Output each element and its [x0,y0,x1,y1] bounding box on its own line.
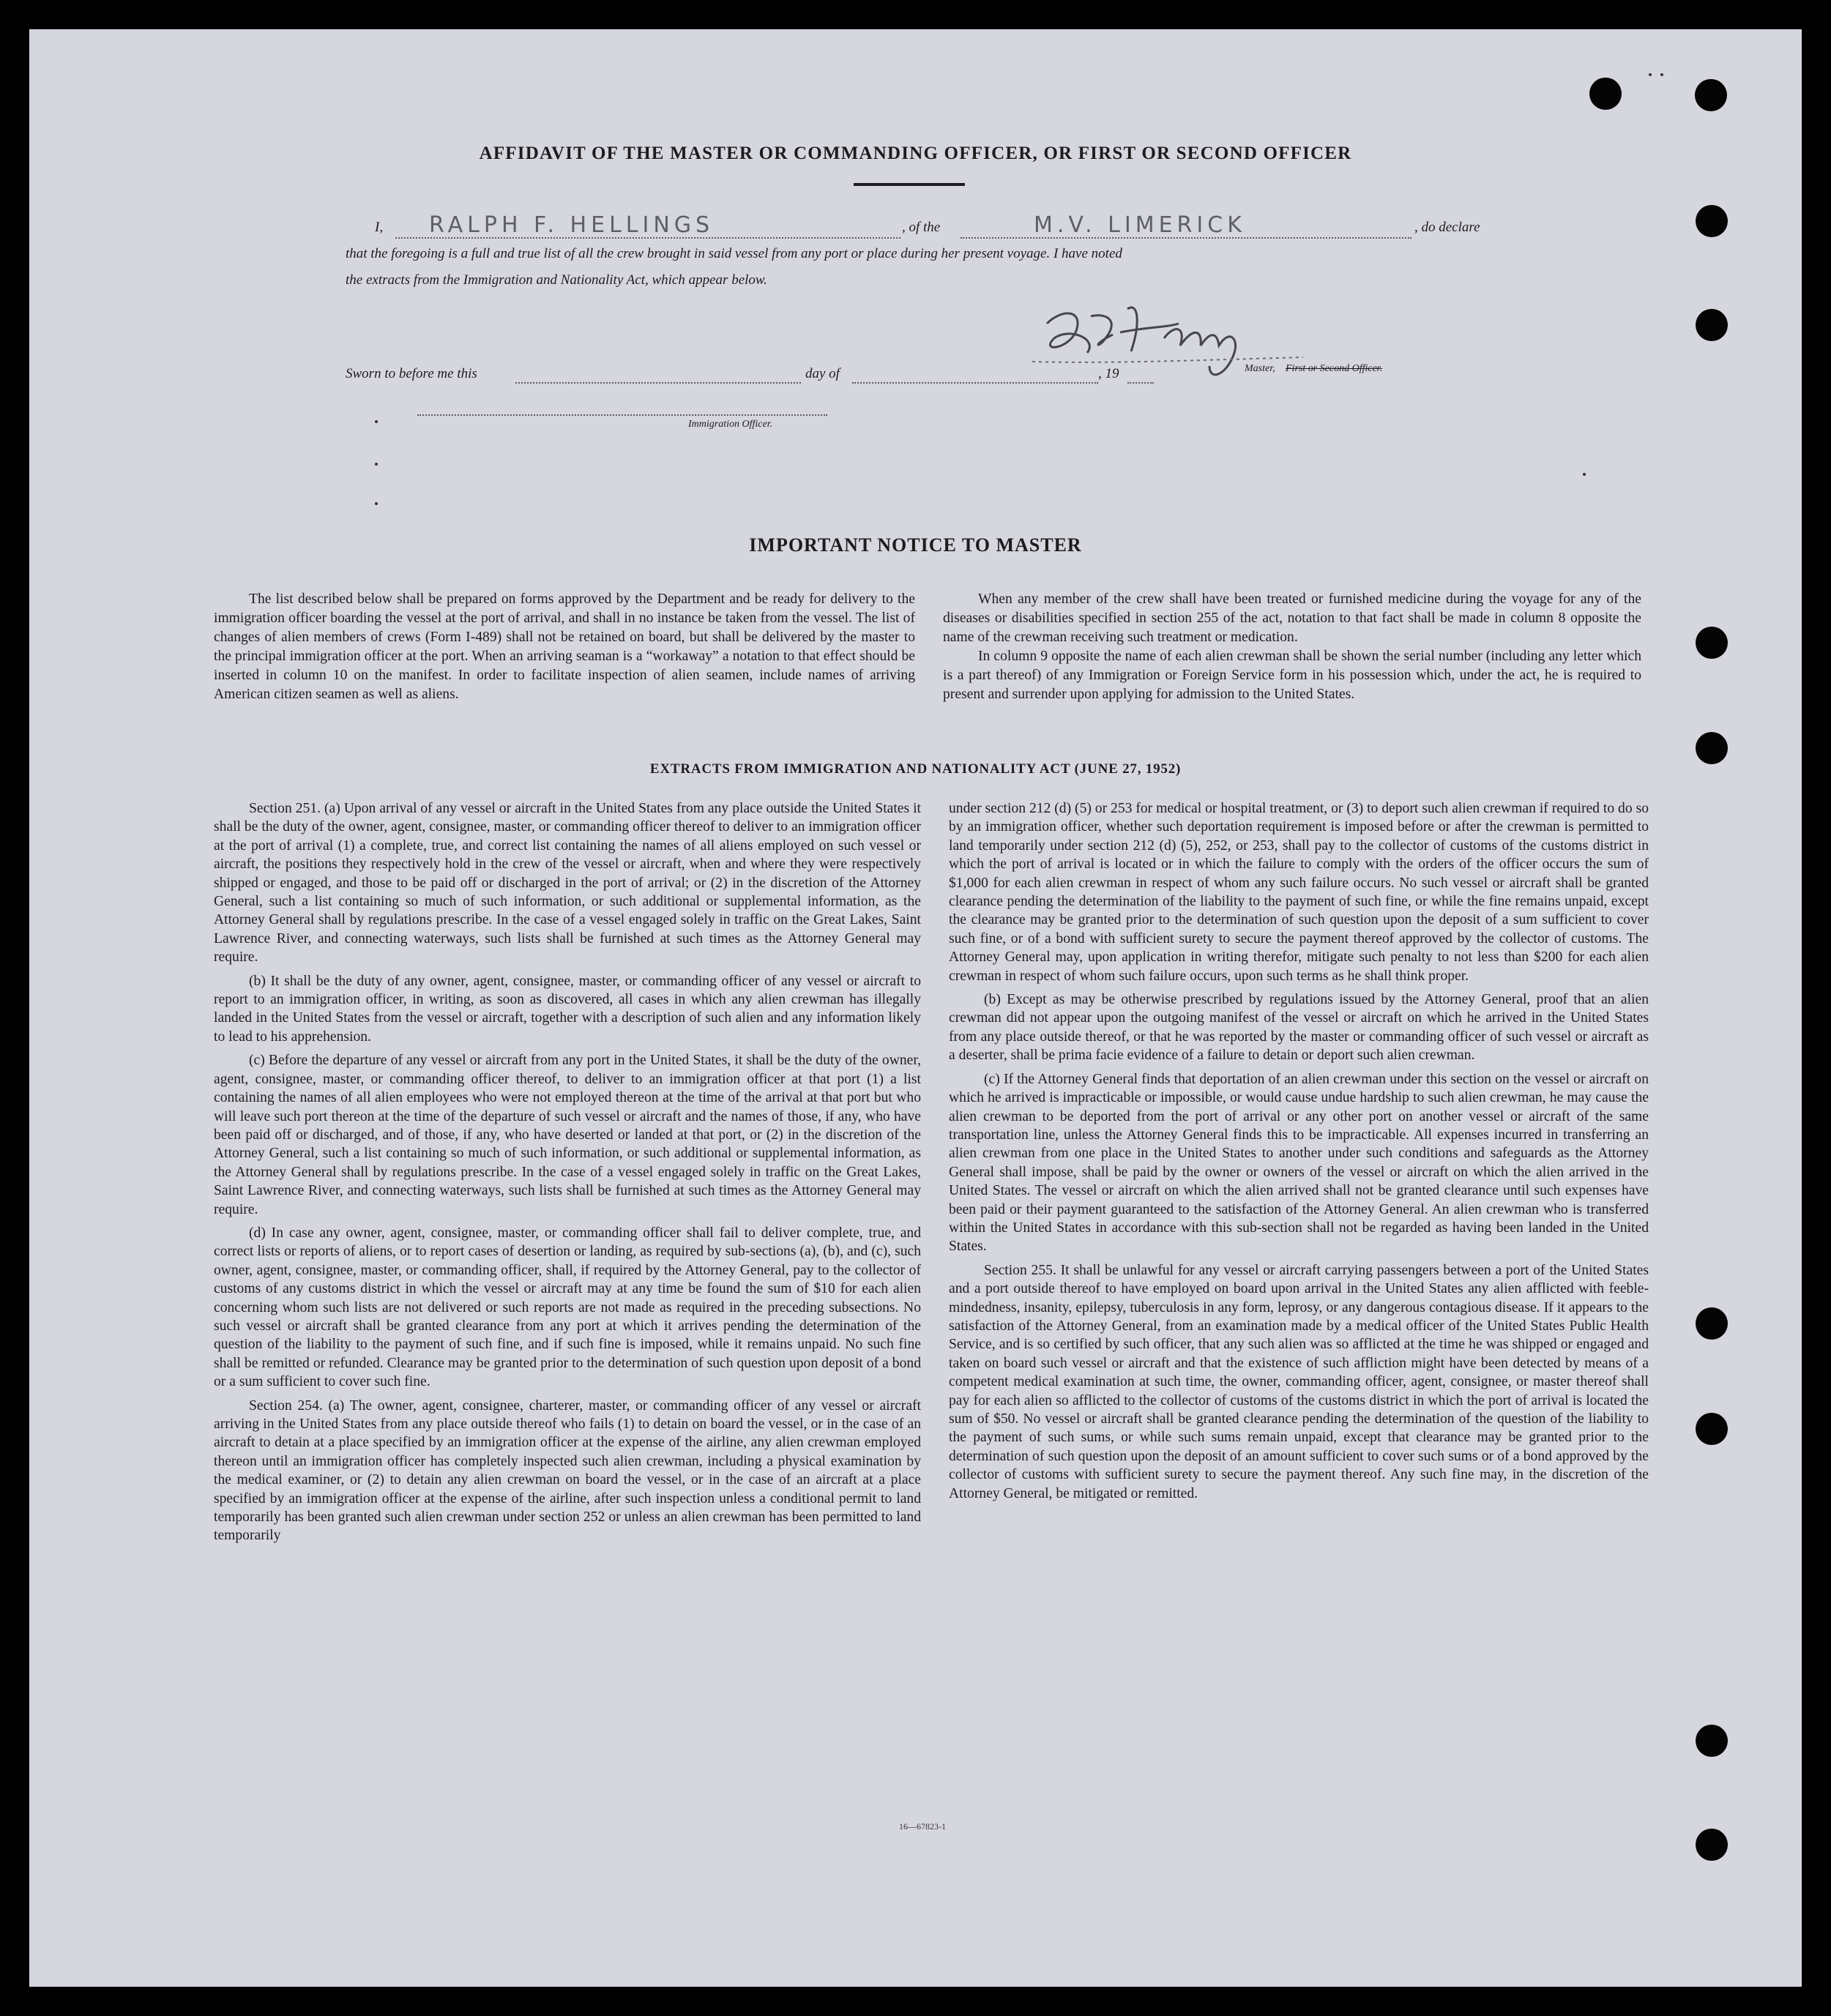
notice-title: IMPORTANT NOTICE TO MASTER [749,534,1082,556]
binder-hole [1696,205,1728,237]
speck [375,420,378,423]
section-paragraph: under section 212 (d) (5) or 253 for medical or hospital treatment, or (3) to deport such alien crewman if required to do so by an immigration officer, whether such deportation requirement is imposed before or after the crewman is permitted to land temporarily under section 212 (d) (5), 252, or 253, shall pay to the collector of customs of the customs district in which the port of arrival is located or in which the failure to comply with the orders of the officer occurs the sum of $1,000 for each alien crewman in respect of whom any such failure occurs. No such vessel or aircraft shall be granted clearance pending the determination of the liability to the payment of such fine, or while the fine remains unpaid, except the clearance may be granted prior to the determination of such question upon the deposit of a sum sufficient to cover such fine, or of a bond with sufficient surety to secure the payment thereof approved by the collector of customs. The Attorney General may, upon application in writing therefor, mitigate such penalty to not less than $200 for each alien crewman in respect of whom such failure occurs, upon such terms as he shall think proper. [949,801,1649,984]
title-rule [854,183,965,186]
binder-hole [1696,1413,1728,1445]
notice-paragraph: The list described below shall be prepared on forms approved by the Department and be ready for delivery to the immigration officer boarding the vessel at the port of arrival, and shall in no instance be taken from the vessel. The list of changes of alien members of crews (Form I-489) shall not be retained on board, but shall be delivered by the master to the principal immigration officer at the port. When an arriving seaman is a “workaway” a notation to that effect should be inserted in column 10 on the manifest. In order to facilitate inspection of alien seamen, include names of arriving American citizen seamen as well as aliens. [214,591,915,702]
sworn-month-line [852,382,1098,384]
binder-hole [1696,309,1728,341]
binder-hole [1695,79,1727,111]
of-the-label: , of the [902,220,941,235]
do-declare-label: , do declare [1414,220,1480,235]
section-paragraph: Section 251. (a) Upon arrival of any vessel or aircraft in the United States from any place outside the United States it shall be the duty of the owner, agent, consignee, master, or commanding officer thereof to deliver to an immigration officer at the port of arrival (1) a complete, true, and correct list containing the names of all aliens employed on such vessel or aircraft, the positions they respectively hold in the crew of the vessel or aircraft, when and where they were respectively shipped or engaged, and those to be paid off or discharged in the port of arrival; or (2) in the discretion of the Attorney General, such a list containing so much of such information, or such additional or supplemental information, as the Attorney General shall by regulations prescribe. In the case of a vessel engaged solely in traffic on the Great Lakes, Saint Lawrence River, and connecting waterways, such lists shall be furnished at such times as the Attorney General may require. [214,801,921,966]
declaration-line: the extracts from the Immigration and Nationality Act, which appear below. [346,272,767,288]
sworn-label: Sworn to before me this [346,366,477,381]
immigration-officer-label: Immigration Officer. [688,419,773,430]
binder-hole [1696,1307,1728,1340]
notice-paragraph: When any member of the crew shall have been treated or furnished medicine during the voyage for any of the diseases or disabilities specified in section 255 of the act, notation to that fact shall be made in column 8 opposite the name of the crewman receiving such treatment or medication. [943,591,1641,645]
section-paragraph: (d) In case any owner, agent, consignee, master, or commanding officer shall fail to deliver complete, true, and correct lists or reports of aliens, or to report cases of desertion or landing, as required by sub-sections (a), (b), and (c), such owner, agent, consignee, master, or commanding officer, shall, if required by the Attorney General, pay to the collector of customs of any customs district in which the vessel or aircraft may at any time be found the sum of $10 for each alien concerning whom such lists are not delivered or such reports are not made as required in the preceding subsections. No such vessel or aircraft shall be granted clearance from any port at which it arrives pending the determination of the question of the liability to the payment of such fine, and if such fine is imposed, while it remains unpaid. No such fine shall be remitted or refunded. Clearance may be granted prior to the determination of such question upon deposit of a bond or a sum sufficient to cover such fine. [214,1225,921,1390]
notice-left-column [214,590,915,709]
notice-right-column [943,590,1641,709]
sworn-day-line [515,382,801,384]
speck [1649,73,1652,76]
extracts-left-column [214,799,921,1550]
master-label: Master, [1245,363,1275,374]
binder-hole [1696,732,1728,764]
i-label: I, [375,220,384,235]
struck-officer-label: First or Second Officer. [1286,363,1383,374]
speck [1583,473,1586,476]
binder-hole [1696,1725,1728,1757]
declarant-name: RALPH F. HELLINGS [429,212,715,238]
year-label: , 19 [1098,366,1119,381]
year-line [1127,382,1154,384]
binder-hole [1696,1829,1728,1861]
master-signature [1018,294,1310,404]
document-page [29,29,1802,1987]
binder-hole [1589,78,1622,110]
vessel-name: M.V. LIMERICK [1034,212,1246,238]
binder-hole [1696,627,1728,659]
immigration-officer-line [417,414,827,416]
notice-paragraph: In column 9 opposite the name of each alien crewman shall be shown the serial number (including any letter which is a part thereof) of any Immigration or Foreign Service form in his possession which, under the act, he is required to present and surrender upon applying for admission to the United States. [943,649,1641,702]
extracts-right-column [949,799,1649,1508]
affidavit-title: AFFIDAVIT OF THE MASTER OR COMMANDING OFFICER, OR FIRST OR SECOND OFFICER [479,143,1352,163]
extracts-title: EXTRACTS FROM IMMIGRATION AND NATIONALITY ACT (JUNE 27, 1952) [649,761,1182,777]
section-paragraph: Section 254. (a) The owner, agent, consignee, charterer, master, or commanding officer of any vessel or aircraft arriving in the United States from any place outside thereof who fails (1) to detain on board the vessel, or in the case of an aircraft to detain at a place specified by an immigration officer at the expense of the airline, any alien crewman employed thereon until an immigration officer has completely inspected such alien crewman, including a physical examination by the medical examiner, or (2) to detain any alien crewman on board the vessel, or in the case of an aircraft at a place specified by an immigration officer at the expense of the airline, after such inspection unless a conditional permit to land temporarily has been granted such alien crewman under section 252 or unless an alien crewman has been permitted to land temporarily [214,1397,921,1544]
section-paragraph: (c) If the Attorney General finds that deportation of an alien crewman under this section on the vessel or aircraft on which he arrived is impracticable or impossible, or would cause undue hardship to such alien crewman, he may cause the alien crewman to be deported from the port of arrival or any other port on another vessel or aircraft of the same transportation line, unless the Attorney General finds this to be impracticable. All expenses incurred in transferring an alien crewman from one place in the United States to another under such conditions and safeguards as the Attorney General shall impose, shall be paid by the owner or owners of the vessel or aircraft on which the alien arrived in the United States. The vessel or aircraft on which the alien arrived shall not be granted clearance until such expenses have been paid or their payment guaranteed to the satisfaction of the Attorney General. An alien crewman who is transferred within the United States in accordance with this sub-section shall not be regarded as having been landed in the United States. [949,1071,1649,1255]
speck [375,502,378,505]
declaration-line: that the foregoing is a full and true list of all the crew brought in said vessel from any port or place during her present voyage. I have noted [346,246,1122,261]
section-paragraph: Section 255. It shall be unlawful for any vessel or aircraft carrying passengers between a port of the United States and a port outside thereof to have employed on board upon arrival in the United States any alien afflicted with feeble-mindedness, insanity, epilepsy, tuberculosis in any form, leprosy, or any dangerous contagious disease. If it appears to the satisfaction of the Attorney General, from an examination made by a medical officer of the United States Public Health Service, and is so certified by such officer, that any such alien was so afflicted at the time he was shipped or engaged and taken on board such vessel or aircraft and that the existence of such affliction might have been detected by means of a competent medical examination at such time, the owner, commanding officer, agent, consignee, or master thereof shall pay for each alien so afflicted to the collector of customs of the customs district in which the port of arrival is located the sum of $50. No vessel or aircraft shall be granted clearance pending the determination of the question of the liability to the payment of such sums, or while such sums remain unpaid, except that clearance may be granted prior to the determination of such question upon the deposit of an amount sufficient to cover such sums or of a bond approved by the collector of customs with sufficient surety to secure the payment thereof. Any such fine may, in the discretion of the Attorney General, be mitigated or remitted. [949,1262,1649,1501]
section-paragraph: (c) Before the departure of any vessel or aircraft from any port in the United States, it shall be the duty of the owner, agent, consignee, master, or commanding officer thereof, to deliver to an immigration officer at that port (1) a list containing the names of all alien employees who were not employed thereon at the time of the arrival at that port but who will leave such port thereon at the time of the departure of such vessel or aircraft and the names of those, if any, who have been paid off or discharged, and of those, if any, who have deserted or landed at that port, or (2) in the discretion of the Attorney General, such a list containing so much of such information, or such additional or supplemental information, as the Attorney General shall by regulations prescribe. In the case of a vessel engaged solely in traffic on the Great Lakes, Saint Lawrence River, and connecting waterways, such lists shall be furnished at such times as the Attorney General may require. [214,1053,921,1217]
speck [375,463,378,466]
form-code: 16—67823-1 [899,1821,946,1832]
speck [1660,73,1663,76]
day-of-label: day of [805,366,840,381]
section-paragraph: (b) Except as may be otherwise prescribed by regulations issued by the Attorney General, proof that an alien crewman did not appear upon the outgoing manifest of the vessel or aircraft on which he arrived in the United States from any place outside thereof, or that he was reported by the master or commanding officer of such vessel or aircraft as a deserter, shall be prima facie evidence of a failure to detain or deport such alien crewman. [949,992,1649,1064]
section-paragraph: (b) It shall be the duty of any owner, agent, consignee, master, or commanding officer of any vessel or aircraft to report to an immigration officer, in writing, as soon as discovered, all cases in which any alien crewman has illegally landed in the United States from the vessel or aircraft, together with a description of such alien and any information likely to lead to his apprehension. [214,973,921,1045]
